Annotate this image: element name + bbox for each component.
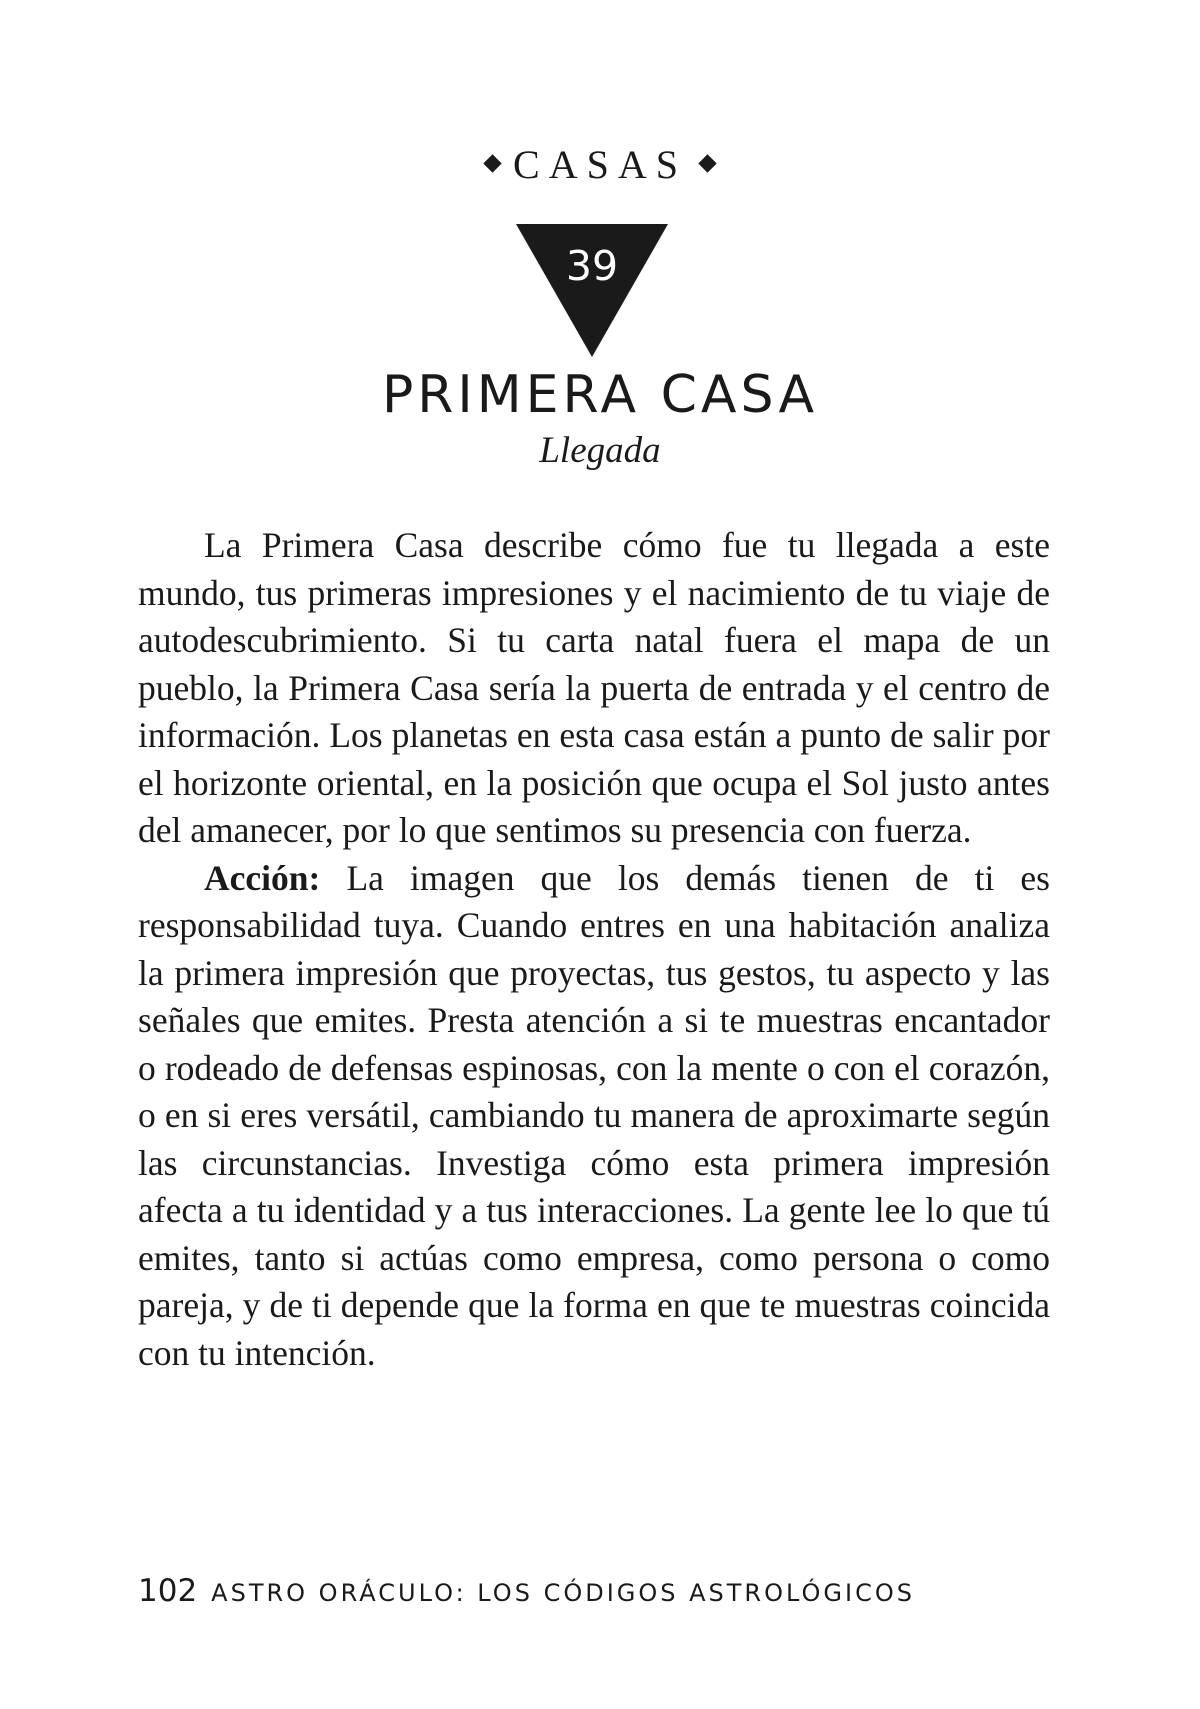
book-title: ASTRO ORÁCULO: LOS CÓDIGOS ASTROLÓGICOS bbox=[211, 1579, 915, 1607]
diamond-icon bbox=[483, 155, 501, 173]
paragraph-action-lead: Acción: bbox=[204, 857, 321, 898]
diamond-icon bbox=[698, 155, 716, 173]
page-number: 102 bbox=[138, 1573, 198, 1609]
body-text bbox=[138, 522, 1050, 1377]
page-footer bbox=[138, 1573, 1098, 1609]
paragraph-action bbox=[138, 855, 1050, 1378]
paragraph-action-text: La imagen que los demás tienen de ti es responsabilidad tuya. Cuando entres en una habitación analiza la primera impresión que proyectas, tus gestos, tu aspecto y las señales que emites. Presta atención a si te muestras encantador o rodeado de defensas espinosas, con la mente o con el corazón, o en si eres versátil, cambiando tu manera de aproximarte según las circunstancias. Investiga cómo esta primera impresión afecta a tu identidad y a tus interacciones. La gente lee lo que tú emites, tanto si actúas como empresa, como persona o como pareja, y de ti depende que la forma en que te muestras coincida con tu intención. bbox=[138, 857, 1050, 1373]
section-header bbox=[0, 142, 1200, 187]
section-label: CASAS bbox=[513, 142, 687, 187]
card-number-badge bbox=[516, 224, 668, 357]
page-title: PRIMERA CASA bbox=[381, 365, 819, 425]
paragraph-intro: La Primera Casa describe cómo fue tu llegada a este mundo, tus primeras impresiones y el nacimiento de tu viaje de autodescubrimiento. Si tu carta natal fuera el mapa de un pueblo, la Primera Casa sería la puerta de entrada y el centro de información. Los planetas en esta casa están a punto de salir por el horizonte oriental, en la posición que ocupa el Sol justo antes del amanecer, por lo que sentimos su presencia con fuerza. bbox=[138, 525, 1050, 850]
page-subtitle: Llegada bbox=[539, 430, 661, 471]
card-number: 39 bbox=[565, 242, 619, 290]
